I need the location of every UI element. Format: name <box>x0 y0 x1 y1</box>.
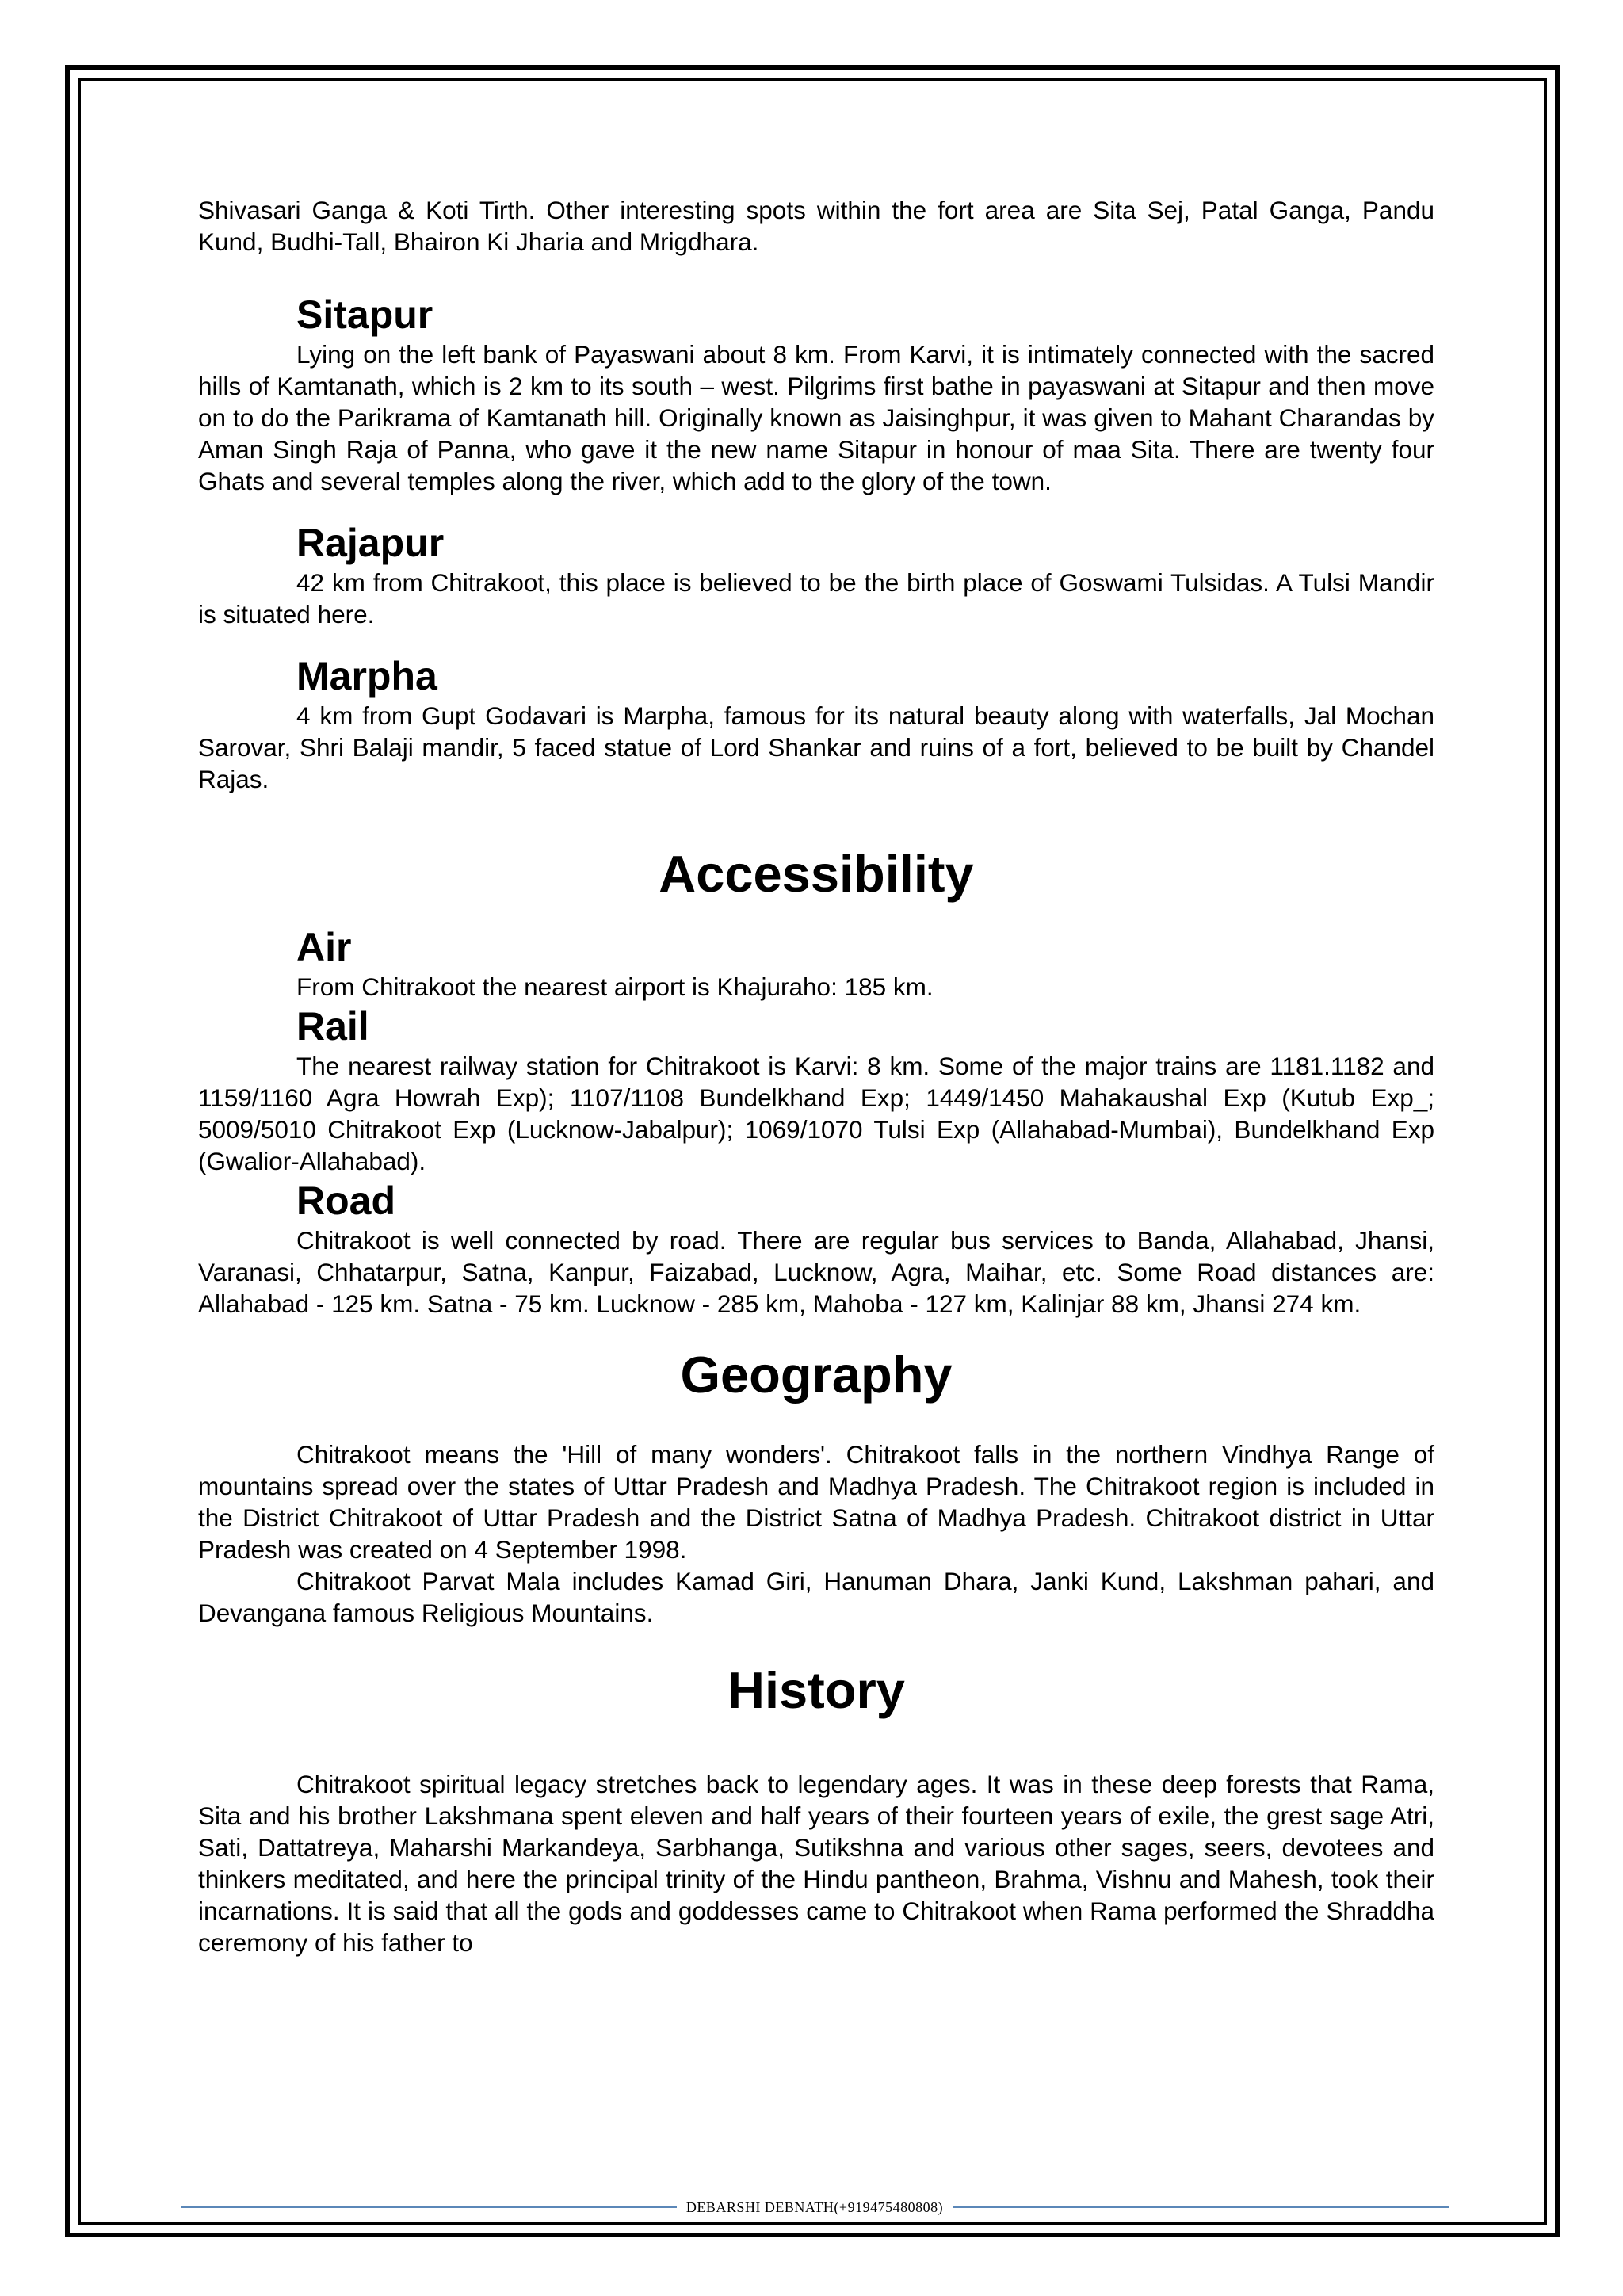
accessibility-title: Accessibility <box>659 845 974 903</box>
sitapur-heading: Sitapur <box>296 292 433 337</box>
page-footer <box>181 2195 1449 2219</box>
rail-heading: Rail <box>296 1004 369 1049</box>
geography-paragraph-1: Chitrakoot means the 'Hill of many wonders'. Chitrakoot falls in the northern Vindhya Range of mountains spread over the states of Uttar Pradesh and Madhya Pradesh. The Chitrakoot region is included in the District Chitrakoot of Uttar Pradesh and the District Satna of Madhya Pradesh. Chitrakoot district in Uttar Pradesh was created on 4 September 1998. <box>198 1440 1434 1564</box>
intro-paragraph: Shivasari Ganga & Koti Tirth. Other interesting spots within the fort area are Sita Sej, Patal Ganga, Pandu Kund, Budhi-Tall, Bhairon Ki Jharia and Mrigdhara. <box>198 196 1434 256</box>
rajapur-paragraph: 42 km from Chitrakoot, this place is believed to be the birth place of Goswami Tulsidas. A Tulsi Mandir is situated here. <box>198 568 1434 628</box>
history-paragraph: Chitrakoot spiritual legacy stretches back to legendary ages. It was in these deep forests that Rama, Sita and his brother Lakshmana spent eleven and half years of their fourteen years of exile, the grest sage Atri, Sati, Dattatreya, Maharshi Markandeya, Sarbhanga, Sutikshna and various other sages, seers, devotees and thinkers meditated, and here the principal trinity of the Hindu pantheon, Brahma, Vishnu and Mahesh, took their incarnations. It is said that all the gods and goddesses came to Chitrakoot when Rama performed the Shraddha ceremony of his father to <box>198 1770 1434 1957</box>
history-title: History <box>727 1661 905 1719</box>
document-body <box>198 194 1434 1958</box>
air-heading: Air <box>296 925 352 969</box>
road-paragraph: Chitrakoot is well connected by road. There are regular bus services to Banda, Allahabad, Jhansi, Varanasi, Chhatarpur, Satna, Kanpur, Faizabad, Lucknow, Agra, Maihar, etc. Some Road distances are: Allahabad - 125 km. Satna - 75 km. Lucknow - 285 km, Mahoba - 127 km, Kalinjar 88 km, Jhansi 274 km. <box>198 1226 1434 1318</box>
rail-paragraph: The nearest railway station for Chitrakoot is Karvi: 8 km. Some of the major trains are 1181.1182 and 1159/1160 Agra Howrah Exp); 1107/1108 Bundelkhand Exp; 1449/1450 Mahakaushal Exp (Kutub Exp_; 5009/5010 Chitrakoot Exp (Lucknow-Jabalpur); 1069/1070 Tulsi Exp (Allahabad-Mumbai), Bundelkhand Exp (Gwalior-Allahabad). <box>198 1052 1434 1175</box>
footer-credit: DEBARSHI DEBNATH(+919475480808) <box>685 2199 944 2215</box>
sitapur-paragraph: Lying on the left bank of Payaswani about 8 km. From Karvi, it is intimately connected with the sacred hills of Kamtanath, which is 2 km to its south – west. Pilgrims first bathe in payaswani at Sitapur and then move on to do the Parikrama of Kamtanath hill. Originally known as Jaisinghpur, it was given to Mahant Charandas by Aman Singh Raja of Panna, who gave it the new name Sitapur in honour of maa Sita. There are twenty four Ghats and several temples along the river, which add to the glory of the town. <box>198 340 1434 495</box>
geography-paragraph-2: Chitrakoot Parvat Mala includes Kamad Giri, Hanuman Dhara, Janki Kund, Lakshman pahari, and Devangana famous Religious Mountains. <box>198 1567 1434 1627</box>
footer-rule-right <box>953 2206 1449 2208</box>
marpha-heading: Marpha <box>296 654 437 698</box>
air-paragraph: From Chitrakoot the nearest airport is Khajuraho: 185 km. <box>296 972 934 1001</box>
marpha-paragraph: 4 km from Gupt Godavari is Marpha, famous for its natural beauty along with waterfalls, Jal Mochan Sarovar, Shri Balaji mandir, 5 faced statue of Lord Shankar and ruins of a fort, believed to be built by Chandel Rajas. <box>198 701 1434 793</box>
rajapur-heading: Rajapur <box>296 521 445 565</box>
road-heading: Road <box>296 1179 395 1223</box>
footer-rule-left <box>181 2206 677 2208</box>
geography-title: Geography <box>680 1346 953 1404</box>
